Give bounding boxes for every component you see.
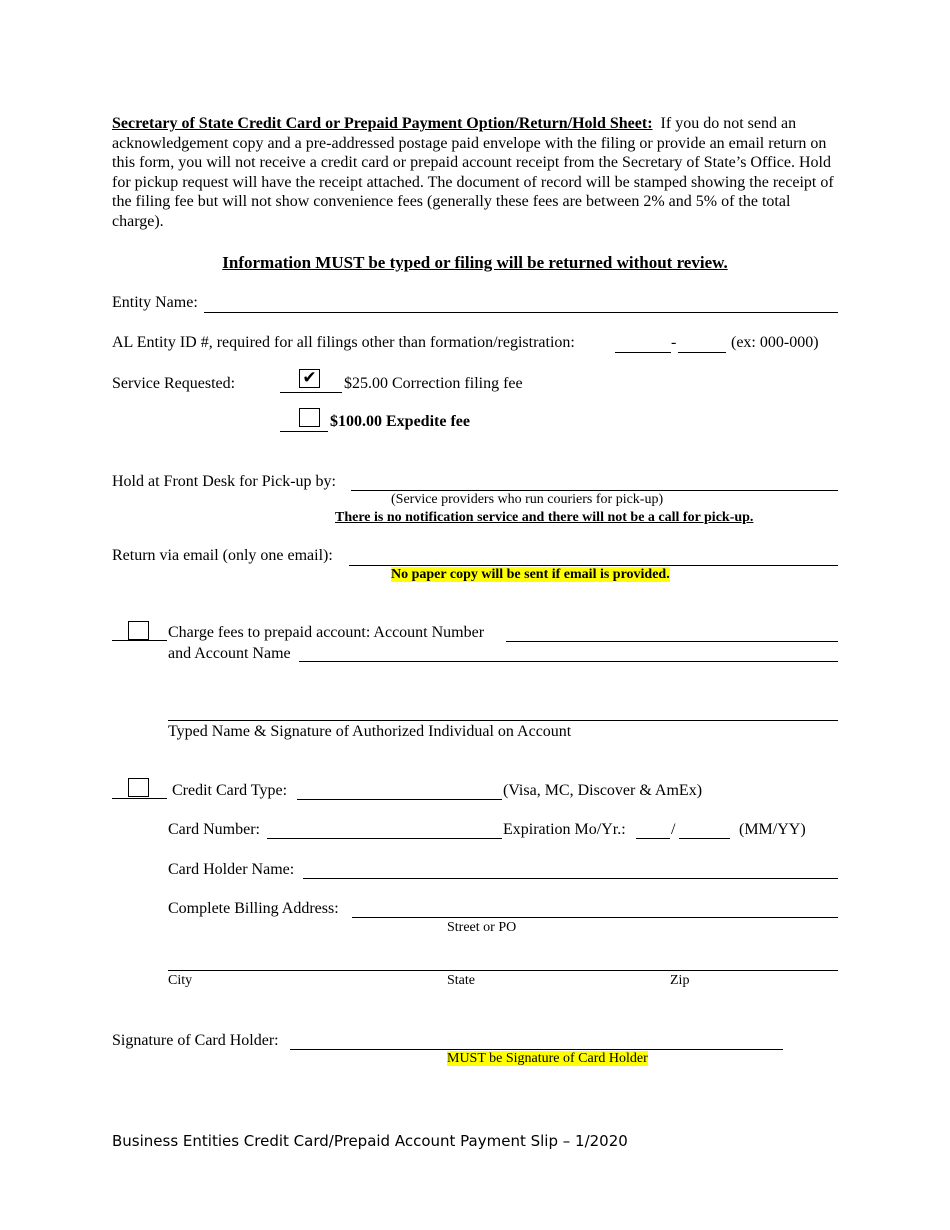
expiration-label: Expiration Mo/Yr.: — [503, 821, 626, 838]
hold-pickup-warning: There is no notification service and there will not be a call for pick-up. — [335, 510, 754, 525]
typed-notice: Information MUST be typed or filing will be returned without review. — [222, 253, 728, 272]
prepaid-account-name-field[interactable] — [299, 661, 838, 662]
credit-card-blank — [112, 798, 167, 799]
correction-fee-label: $25.00 Correction filing fee — [344, 375, 523, 392]
intro-body: If you do not send an acknowledgement copy and a pre-addressed postage paid envelope with the filing or provide an email return on this form, you will not receive a credit card or prepaid account receipt from the Secretary of State’s Office. Hold for pickup request will have the receipt attached. The document of record will be stamped showing the receipt of the filing fee but will not show convenience fees (generally these fees are between 2% and 5% of the total charge). — [112, 115, 834, 230]
entity-name-label: Entity Name: — [112, 294, 198, 311]
signature-note: MUST be Signature of Card Holder — [447, 1051, 648, 1066]
street-caption: Street or PO — [447, 920, 517, 935]
billing-city-state-zip-field[interactable] — [168, 970, 838, 971]
authorized-signature-field[interactable] — [168, 720, 838, 721]
card-holder-name-label: Card Holder Name: — [168, 861, 295, 878]
intro-title: Secretary of State Credit Card or Prepaid Payment Option/Return/Hold Sheet: — [112, 115, 653, 132]
card-number-label: Card Number: — [168, 821, 260, 838]
entity-name-field[interactable] — [204, 312, 838, 313]
prepaid-account-number-label: Charge fees to prepaid account: Account Number — [168, 624, 485, 641]
hold-pickup-field[interactable] — [351, 490, 838, 491]
card-type-label: Credit Card Type: — [172, 782, 288, 799]
city-caption: City — [168, 973, 193, 988]
correction-fee-blank — [280, 392, 342, 393]
expedite-fee-blank — [280, 431, 328, 432]
expiration-separator: / — [671, 821, 676, 838]
state-caption: State — [447, 973, 475, 988]
prepaid-blank — [112, 640, 167, 641]
card-holder-name-field[interactable] — [303, 878, 838, 879]
billing-address-label: Complete Billing Address: — [168, 900, 339, 917]
expiration-hint: (MM/YY) — [739, 821, 806, 838]
email-return-note: No paper copy will be sent if email is provided. — [391, 567, 670, 582]
expedite-fee-checkbox[interactable] — [299, 408, 320, 427]
prepaid-account-number-field[interactable] — [506, 641, 838, 642]
entity-id-part1-field[interactable] — [615, 352, 671, 353]
hold-pickup-label: Hold at Front Desk for Pick-up by: — [112, 473, 336, 490]
card-type-hint: (Visa, MC, Discover & AmEx) — [503, 782, 703, 799]
expiration-year-field[interactable] — [679, 838, 730, 839]
billing-street-field[interactable] — [352, 917, 838, 918]
entity-id-separator: - — [671, 334, 677, 351]
email-return-label: Return via email (only one email): — [112, 547, 333, 564]
expiration-month-field[interactable] — [636, 838, 670, 839]
authorized-signature-label: Typed Name & Signature of Authorized Individual on Account — [168, 723, 572, 740]
credit-card-checkbox[interactable] — [128, 778, 149, 797]
intro-paragraph — [112, 114, 840, 232]
email-return-field[interactable] — [349, 565, 838, 566]
check-mark-icon: ✔ — [302, 368, 317, 388]
card-holder-signature-label: Signature of Card Holder: — [112, 1032, 279, 1049]
entity-id-example: (ex: 000-000) — [731, 334, 819, 351]
entity-id-part2-field[interactable] — [678, 352, 726, 353]
zip-caption: Zip — [670, 973, 690, 988]
correction-fee-checkbox[interactable] — [299, 369, 320, 388]
page-footer: Business Entities Credit Card/Prepaid Account Payment Slip – 1/2020 — [112, 1132, 628, 1150]
hold-pickup-note: (Service providers who run couriers for pick-up) — [391, 492, 664, 507]
service-requested-label: Service Requested: — [112, 375, 236, 392]
prepaid-checkbox[interactable] — [128, 621, 149, 640]
expedite-fee-label: $100.00 Expedite fee — [330, 413, 470, 430]
entity-id-label: AL Entity ID #, required for all filings other than formation/registration: — [112, 334, 575, 351]
card-type-field[interactable] — [297, 799, 502, 800]
card-holder-signature-field[interactable] — [290, 1049, 783, 1050]
prepaid-account-name-label: and Account Name — [168, 645, 291, 662]
card-number-field[interactable] — [267, 838, 502, 839]
